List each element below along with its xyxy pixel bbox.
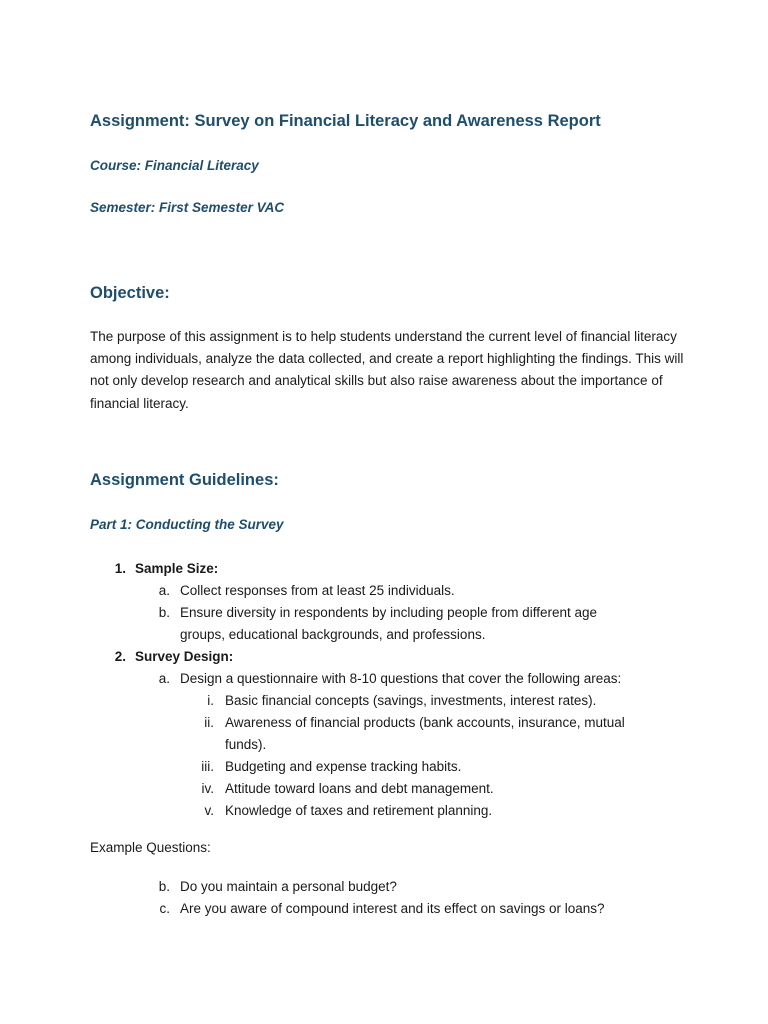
- list-item: [90, 668, 690, 690]
- list-item-text: Do you maintain a personal budget?: [180, 879, 397, 894]
- list-item-text: Collect responses from at least 25 individuals.: [180, 583, 455, 598]
- list-item: [90, 580, 690, 602]
- list-marker: v.: [204, 803, 214, 818]
- part1-heading: Part 1: Conducting the Survey: [90, 517, 284, 532]
- list-item: [90, 778, 690, 800]
- list-item: [90, 602, 690, 646]
- list-item-label: Survey Design:: [135, 649, 234, 664]
- example-questions-label: Example Questions:: [90, 840, 211, 855]
- course-line: Course: Financial Literacy: [90, 158, 259, 173]
- list-marker: b.: [158, 605, 170, 620]
- list-item-text: Design a questionnaire with 8-10 questions that cover the following areas:: [180, 671, 622, 686]
- list-marker: a.: [158, 671, 170, 686]
- list-item: [90, 646, 690, 668]
- objective-heading: Objective:: [90, 284, 170, 302]
- list-item-text: Awareness of financial products (bank accounts, insurance, mutual: [225, 715, 625, 730]
- list-item: [90, 876, 690, 898]
- list-item: [90, 756, 690, 778]
- list-item-text: Budgeting and expense tracking habits.: [225, 759, 462, 774]
- guidelines-heading: Assignment Guidelines:: [90, 471, 279, 489]
- semester-line: Semester: First Semester VAC: [90, 200, 285, 215]
- list-marker: b.: [158, 879, 170, 894]
- list-marker: i.: [207, 693, 214, 708]
- list-item-text: Knowledge of taxes and retirement planning.: [225, 803, 493, 818]
- list-item: [90, 712, 690, 756]
- list-marker: a.: [158, 583, 170, 598]
- list-marker: 1.: [114, 561, 126, 576]
- list-item-text: Attitude toward loans and debt management.: [225, 781, 494, 796]
- list-item: [90, 558, 690, 580]
- list-item: [90, 800, 690, 822]
- list-item-text: Ensure diversity in respondents by including people from different age: [180, 605, 597, 620]
- list-marker: iv.: [201, 781, 214, 796]
- list-marker: c.: [159, 901, 170, 916]
- list-item-text: Basic financial concepts (savings, investments, interest rates).: [225, 693, 597, 708]
- list-item-label: Sample Size:: [135, 561, 219, 576]
- list-item-text: groups, educational backgrounds, and professions.: [180, 627, 486, 642]
- objective-paragraph: The purpose of this assignment is to help students understand the current level of financial literacy among individuals, analyze the data collected, and create a report highlighting the findings. This will not only develop research and analytical skills but also raise awareness about the importance of financial literacy.: [90, 329, 684, 411]
- list-item-text: Are you aware of compound interest and its effect on savings or loans?: [180, 901, 605, 916]
- list-marker: ii.: [204, 715, 214, 730]
- list-item: [90, 690, 690, 712]
- list-marker: 2.: [114, 649, 126, 664]
- list-item-text: funds).: [225, 737, 267, 752]
- list-marker: iii.: [201, 759, 214, 774]
- list-item: [90, 898, 690, 920]
- document-title: Assignment: Survey on Financial Literacy and Awareness Report: [90, 112, 601, 130]
